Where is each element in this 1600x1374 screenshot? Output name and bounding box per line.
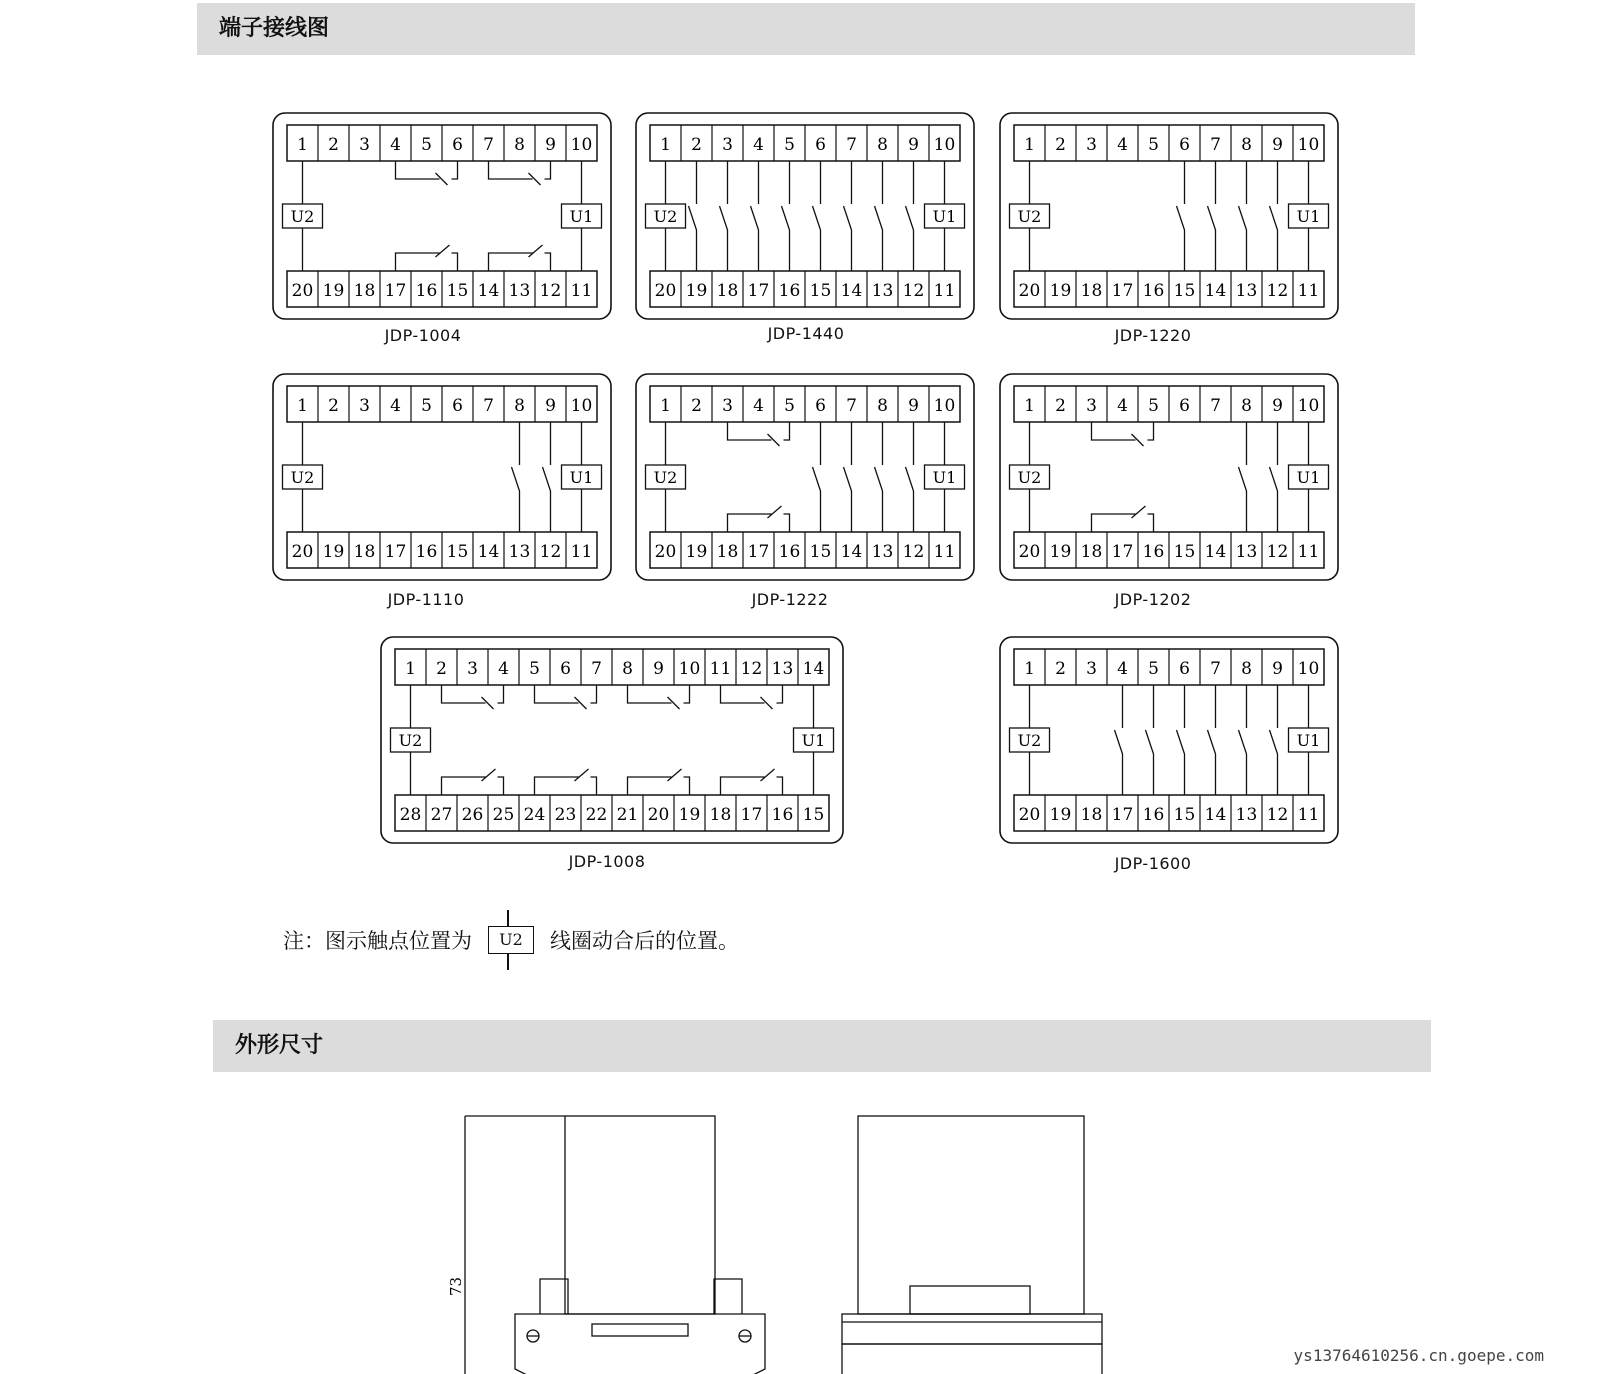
terminal-number: 10 bbox=[678, 659, 701, 679]
terminal-number: 6 bbox=[560, 659, 571, 679]
terminal-number: 25 bbox=[492, 805, 515, 825]
terminal-number: 11 bbox=[1297, 281, 1320, 301]
terminal-number: 8 bbox=[877, 135, 888, 155]
terminal-number: 14 bbox=[802, 659, 825, 679]
terminal-number: 26 bbox=[461, 805, 484, 825]
wiring-diagram-jdp-1600 bbox=[1000, 637, 1338, 843]
terminal-number: 9 bbox=[1272, 659, 1283, 679]
terminal-number: 16 bbox=[778, 281, 801, 301]
terminal-number: 4 bbox=[1117, 396, 1128, 416]
model-label-jdp-1440: JDP-1440 bbox=[767, 324, 845, 343]
terminal-number: 1 bbox=[1024, 135, 1035, 155]
terminal-number: 16 bbox=[1142, 805, 1165, 825]
terminal-number: 19 bbox=[1049, 542, 1072, 562]
terminal-number: 7 bbox=[1210, 135, 1221, 155]
terminal-number: 7 bbox=[1210, 659, 1221, 679]
terminal-number: 15 bbox=[802, 805, 825, 825]
terminal-number: 16 bbox=[415, 542, 438, 562]
coil-u1-label: U1 bbox=[801, 731, 826, 750]
terminal-number: 20 bbox=[1018, 281, 1041, 301]
terminal-number: 14 bbox=[477, 542, 500, 562]
terminal-number: 14 bbox=[477, 281, 500, 301]
terminal-number: 11 bbox=[709, 659, 732, 679]
terminal-number: 15 bbox=[1173, 805, 1196, 825]
terminal-number: 19 bbox=[322, 281, 345, 301]
terminal-number: 10 bbox=[1297, 659, 1320, 679]
terminal-number: 12 bbox=[740, 659, 763, 679]
terminal-number: 5 bbox=[784, 396, 795, 416]
terminal-number: 9 bbox=[545, 396, 556, 416]
terminal-number: 28 bbox=[399, 805, 422, 825]
terminal-number: 8 bbox=[1241, 396, 1252, 416]
terminal-number: 2 bbox=[1055, 135, 1066, 155]
terminal-number: 15 bbox=[446, 281, 469, 301]
model-label-jdp-1110: JDP-1110 bbox=[387, 590, 465, 609]
terminal-number: 3 bbox=[359, 396, 370, 416]
terminal-number: 9 bbox=[545, 135, 556, 155]
terminal-number: 19 bbox=[678, 805, 701, 825]
model-label-jdp-1202: JDP-1202 bbox=[1114, 590, 1192, 609]
terminal-number: 2 bbox=[1055, 396, 1066, 416]
wiring-diagram-jdp-1004 bbox=[273, 113, 611, 319]
terminal-number: 18 bbox=[1080, 805, 1103, 825]
terminal-number: 22 bbox=[585, 805, 608, 825]
terminal-number: 5 bbox=[1148, 659, 1159, 679]
watermark: ys13764610256.cn.goepe.com bbox=[1293, 1346, 1544, 1365]
terminal-number: 1 bbox=[660, 396, 671, 416]
terminal-number: 10 bbox=[1297, 135, 1320, 155]
note-coil-symbol: U2 bbox=[488, 926, 534, 954]
terminal-number: 18 bbox=[353, 542, 376, 562]
terminal-number: 19 bbox=[1049, 281, 1072, 301]
terminal-number: 9 bbox=[1272, 396, 1283, 416]
terminal-number: 12 bbox=[902, 281, 925, 301]
terminal-number: 15 bbox=[1173, 542, 1196, 562]
terminal-number: 7 bbox=[846, 396, 857, 416]
contact-note bbox=[283, 925, 739, 955]
terminal-number: 3 bbox=[722, 396, 733, 416]
terminal-number: 1 bbox=[1024, 659, 1035, 679]
terminal-number: 1 bbox=[297, 135, 308, 155]
terminal-number: 27 bbox=[430, 805, 453, 825]
terminal-number: 17 bbox=[1111, 281, 1134, 301]
coil-u2-label: U2 bbox=[290, 207, 315, 226]
terminal-number: 3 bbox=[467, 659, 478, 679]
terminal-number: 14 bbox=[840, 281, 863, 301]
terminal-number: 3 bbox=[722, 135, 733, 155]
terminal-number: 13 bbox=[508, 542, 531, 562]
terminal-number: 17 bbox=[747, 542, 770, 562]
terminal-number: 3 bbox=[1086, 396, 1097, 416]
terminal-number: 16 bbox=[415, 281, 438, 301]
wiring-diagram-jdp-1440 bbox=[636, 113, 974, 319]
terminal-number: 17 bbox=[1111, 542, 1134, 562]
terminal-number: 16 bbox=[771, 805, 794, 825]
wiring-diagram-jdp-1008 bbox=[381, 637, 843, 843]
terminal-number: 14 bbox=[1204, 281, 1227, 301]
terminal-number: 11 bbox=[570, 281, 593, 301]
terminal-number: 12 bbox=[1266, 805, 1289, 825]
terminal-number: 4 bbox=[390, 396, 401, 416]
terminal-number: 8 bbox=[1241, 135, 1252, 155]
terminal-number: 6 bbox=[1179, 396, 1190, 416]
terminal-number: 2 bbox=[691, 396, 702, 416]
coil-u2-label: U2 bbox=[1017, 468, 1042, 487]
terminal-number: 10 bbox=[933, 135, 956, 155]
terminal-number: 5 bbox=[1148, 135, 1159, 155]
coil-u2-label: U2 bbox=[1017, 731, 1042, 750]
terminal-number: 1 bbox=[1024, 396, 1035, 416]
terminal-number: 12 bbox=[539, 542, 562, 562]
coil-u1-label: U1 bbox=[932, 207, 957, 226]
terminal-number: 3 bbox=[1086, 135, 1097, 155]
terminal-number: 5 bbox=[421, 135, 432, 155]
terminal-number: 20 bbox=[654, 281, 677, 301]
side-view-drawing bbox=[460, 1116, 765, 1374]
coil-u1-label: U1 bbox=[1296, 468, 1321, 487]
terminal-number: 7 bbox=[591, 659, 602, 679]
terminal-number: 7 bbox=[483, 135, 494, 155]
terminal-number: 9 bbox=[653, 659, 664, 679]
terminal-number: 6 bbox=[815, 396, 826, 416]
terminal-number: 6 bbox=[452, 135, 463, 155]
note-prefix: 注：图示触点位置为 bbox=[283, 929, 472, 953]
terminal-number: 9 bbox=[908, 396, 919, 416]
terminal-number: 14 bbox=[840, 542, 863, 562]
terminal-number: 13 bbox=[1235, 281, 1258, 301]
coil-u1-label: U1 bbox=[569, 207, 594, 226]
terminal-number: 4 bbox=[753, 135, 764, 155]
terminal-number: 15 bbox=[446, 542, 469, 562]
terminal-number: 13 bbox=[871, 281, 894, 301]
terminal-number: 11 bbox=[1297, 805, 1320, 825]
terminal-number: 12 bbox=[902, 542, 925, 562]
terminal-number: 4 bbox=[390, 135, 401, 155]
model-label-jdp-1004: JDP-1004 bbox=[384, 326, 462, 345]
terminal-number: 12 bbox=[539, 281, 562, 301]
terminal-number: 5 bbox=[784, 135, 795, 155]
coil-u1-label: U1 bbox=[1296, 207, 1321, 226]
terminal-number: 19 bbox=[685, 281, 708, 301]
note-suffix: 线圈动合后的位置。 bbox=[550, 929, 739, 953]
terminal-number: 8 bbox=[1241, 659, 1252, 679]
terminal-number: 6 bbox=[815, 135, 826, 155]
terminal-number: 17 bbox=[384, 281, 407, 301]
coil-u2-label: U2 bbox=[290, 468, 315, 487]
terminal-number: 14 bbox=[1204, 542, 1227, 562]
coil-u1-label: U1 bbox=[932, 468, 957, 487]
terminal-number: 13 bbox=[771, 659, 794, 679]
terminal-number: 13 bbox=[1235, 805, 1258, 825]
wiring-diagram-jdp-1220 bbox=[1000, 113, 1338, 319]
coil-u2-label: U2 bbox=[653, 468, 678, 487]
coil-u2-label: U2 bbox=[1017, 207, 1042, 226]
terminal-number: 4 bbox=[1117, 135, 1128, 155]
terminal-number: 12 bbox=[1266, 281, 1289, 301]
terminal-number: 9 bbox=[1272, 135, 1283, 155]
terminal-number: 2 bbox=[691, 135, 702, 155]
terminal-number: 3 bbox=[1086, 659, 1097, 679]
model-label-jdp-1222: JDP-1222 bbox=[751, 590, 829, 609]
terminal-number: 16 bbox=[1142, 281, 1165, 301]
terminal-number: 2 bbox=[328, 396, 339, 416]
terminal-number: 20 bbox=[1018, 542, 1041, 562]
terminal-number: 19 bbox=[322, 542, 345, 562]
terminal-number: 4 bbox=[498, 659, 509, 679]
terminal-number: 18 bbox=[353, 281, 376, 301]
terminal-number: 19 bbox=[1049, 805, 1072, 825]
terminal-number: 6 bbox=[1179, 659, 1190, 679]
terminal-number: 18 bbox=[716, 542, 739, 562]
wiring-diagram-jdp-1202 bbox=[1000, 374, 1338, 580]
terminal-number: 1 bbox=[297, 396, 308, 416]
terminal-number: 15 bbox=[809, 542, 832, 562]
wiring-section-title: 端子接线图 bbox=[219, 16, 330, 41]
terminal-number: 15 bbox=[1173, 281, 1196, 301]
terminal-number: 17 bbox=[747, 281, 770, 301]
terminal-number: 20 bbox=[647, 805, 670, 825]
terminal-number: 20 bbox=[1018, 805, 1041, 825]
height-dimension: 73 bbox=[447, 1276, 465, 1296]
terminal-number: 10 bbox=[570, 135, 593, 155]
terminal-number: 8 bbox=[514, 135, 525, 155]
terminal-number: 9 bbox=[908, 135, 919, 155]
terminal-number: 4 bbox=[753, 396, 764, 416]
terminal-number: 1 bbox=[660, 135, 671, 155]
terminal-number: 10 bbox=[570, 396, 593, 416]
terminal-number: 2 bbox=[436, 659, 447, 679]
terminal-number: 7 bbox=[846, 135, 857, 155]
terminal-number: 20 bbox=[291, 542, 314, 562]
model-label-jdp-1008: JDP-1008 bbox=[568, 852, 646, 871]
terminal-number: 18 bbox=[716, 281, 739, 301]
terminal-number: 11 bbox=[1297, 542, 1320, 562]
dimension-drawings bbox=[0, 1074, 1600, 1374]
terminal-number: 3 bbox=[359, 135, 370, 155]
terminal-number: 14 bbox=[1204, 805, 1227, 825]
terminal-number: 17 bbox=[1111, 805, 1134, 825]
terminal-number: 8 bbox=[877, 396, 888, 416]
terminal-number: 20 bbox=[291, 281, 314, 301]
dimensions-section-header bbox=[213, 1020, 1431, 1072]
terminal-number: 6 bbox=[452, 396, 463, 416]
dimensions-section-title: 外形尺寸 bbox=[235, 1033, 324, 1058]
terminal-number: 19 bbox=[685, 542, 708, 562]
terminal-number: 8 bbox=[514, 396, 525, 416]
wiring-diagram-jdp-1110 bbox=[273, 374, 611, 580]
terminal-number: 10 bbox=[933, 396, 956, 416]
model-label-jdp-1600: JDP-1600 bbox=[1114, 854, 1192, 873]
terminal-number: 5 bbox=[1148, 396, 1159, 416]
terminal-number: 18 bbox=[1080, 542, 1103, 562]
terminal-number: 5 bbox=[529, 659, 540, 679]
terminal-number: 11 bbox=[570, 542, 593, 562]
terminal-number: 5 bbox=[421, 396, 432, 416]
terminal-number: 16 bbox=[778, 542, 801, 562]
terminal-number: 4 bbox=[1117, 659, 1128, 679]
model-label-jdp-1220: JDP-1220 bbox=[1114, 326, 1192, 345]
terminal-number: 17 bbox=[740, 805, 763, 825]
terminal-number: 20 bbox=[654, 542, 677, 562]
front-view-drawing bbox=[842, 1116, 1102, 1374]
terminal-number: 23 bbox=[554, 805, 577, 825]
terminal-number: 17 bbox=[384, 542, 407, 562]
terminal-number: 11 bbox=[933, 281, 956, 301]
terminal-number: 13 bbox=[508, 281, 531, 301]
terminal-number: 2 bbox=[328, 135, 339, 155]
terminal-number: 11 bbox=[933, 542, 956, 562]
terminal-number: 13 bbox=[871, 542, 894, 562]
coil-u1-label: U1 bbox=[569, 468, 594, 487]
terminal-number: 16 bbox=[1142, 542, 1165, 562]
terminal-number: 18 bbox=[709, 805, 732, 825]
coil-u2-label: U2 bbox=[398, 731, 423, 750]
coil-u1-label: U1 bbox=[1296, 731, 1321, 750]
wiring-diagram-jdp-1222 bbox=[636, 374, 974, 580]
terminal-number: 1 bbox=[405, 659, 416, 679]
terminal-number: 18 bbox=[1080, 281, 1103, 301]
terminal-number: 24 bbox=[523, 805, 546, 825]
terminal-number: 7 bbox=[483, 396, 494, 416]
terminal-number: 12 bbox=[1266, 542, 1289, 562]
terminal-number: 6 bbox=[1179, 135, 1190, 155]
terminal-number: 2 bbox=[1055, 659, 1066, 679]
terminal-number: 7 bbox=[1210, 396, 1221, 416]
coil-u2-label: U2 bbox=[653, 207, 678, 226]
terminal-number: 13 bbox=[1235, 542, 1258, 562]
terminal-number: 21 bbox=[616, 805, 639, 825]
terminal-number: 15 bbox=[809, 281, 832, 301]
terminal-number: 10 bbox=[1297, 396, 1320, 416]
terminal-number: 8 bbox=[622, 659, 633, 679]
